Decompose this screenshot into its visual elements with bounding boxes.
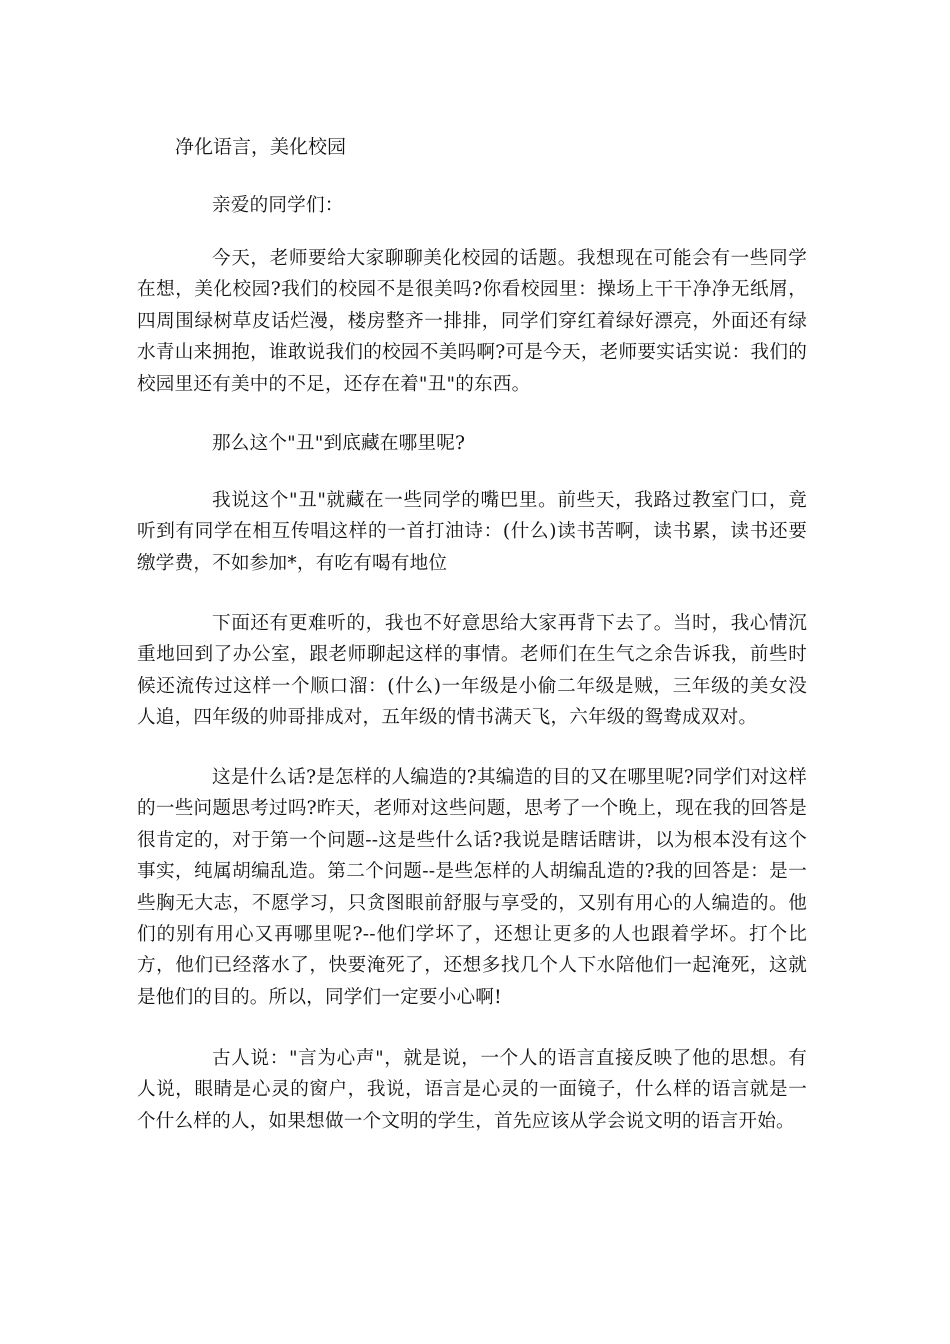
paragraph: 今天，老师要给大家聊聊美化校园的话题。我想现在可能会有一些同学在想，美化校园?我们的校园不是很美吗?你看校园里：操场上干干净净无纸屑，四周围绿树草皮话烂漫，楼房整齐一排排，同学们穿红着绿好漂亮，外面还有绿水青山来拥抱，谁敢说我们的校园不美吗啊?可是今天，老师要实话实说：我们的校园里还有美中的不足，还存在着"丑"的东西。 xyxy=(137,248,807,395)
document-title: 净化语言，美化校园 xyxy=(175,136,347,158)
paragraph: 那么这个"丑"到底藏在哪里呢? xyxy=(212,433,466,454)
paragraph: 下面还有更难听的，我也不好意思给大家再背下去了。当时，我心情沉重地回到了办公室，跟老师聊起这样的事情。老师们在生气之余告诉我，前些时候还流传过这样一个顺口溜：(什么)一年级是小偷二年级是贼，三年级的美女没人追，四年级的帅哥排成对，五年级的情书满天飞，六年级的鸳鸯成双对。 xyxy=(137,613,807,729)
paragraph: 这是什么话?是怎样的人编造的?其编造的目的又在哪里呢?同学们对这样的一些问题思考过吗?昨天，老师对这些问题，思考了一个晚上，现在我的回答是很肯定的，对于第一个问题--这是些什么话?我说是瞎话瞎讲，以为根本没有这个事实，纯属胡编乱造。第二个问题--是些怎样的人胡编乱造的?我的回答是：是一些胸无大志，不愿学习，只贪图眼前舒服与享受的，又别有用心的人编造的。他们的别有用心又再哪里呢?--他们学坏了，还想让更多的人也跟着学坏。打个比方，他们已经落水了，快要淹死了，还想多找几个人下水陪他们一起淹死，这就是他们的目的。所以，同学们一定要小心啊! xyxy=(137,767,807,1008)
paragraph: 我说这个"丑"就藏在一些同学的嘴巴里。前些天，我路过教室门口，竟听到有同学在相互传唱这样的一首打油诗：(什么)读书苦啊，读书累，读书还要缴学费，不如参加*，有吃有喝有地位 xyxy=(137,490,807,574)
greeting: 亲爱的同学们： xyxy=(212,195,344,216)
paragraph: 古人说："言为心声"，就是说，一个人的语言直接反映了他的思想。有人说，眼睛是心灵的窗户，我说，语言是心灵的一面镜子，什么样的语言就是一个什么样的人，如果想做一个文明的学生，首先应该从学会说文明的语言开始。 xyxy=(137,1048,807,1132)
